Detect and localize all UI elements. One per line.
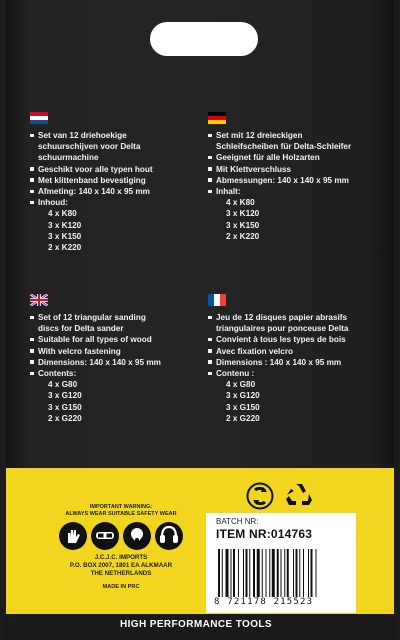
barcode-bar bbox=[303, 549, 304, 597]
barcode-bar bbox=[269, 549, 270, 597]
gloves-icon bbox=[59, 522, 87, 550]
german-flag-icon bbox=[208, 112, 226, 124]
fr-content: 4 x G80 bbox=[226, 380, 256, 390]
tagline: HIGH PERFORMANCE TOOLS bbox=[120, 619, 272, 630]
barcode-bar bbox=[253, 549, 255, 597]
de-bullet: Mit Klettverschluss bbox=[208, 164, 386, 175]
product-label bbox=[206, 513, 356, 613]
hang-hole bbox=[150, 22, 258, 56]
nl-content: 3 x K120 bbox=[48, 220, 82, 230]
barcode-bar bbox=[266, 549, 267, 597]
barcode-number: 8 721178 215523 bbox=[214, 597, 314, 607]
dust-mask-icon bbox=[123, 522, 151, 550]
ear-protection-icon bbox=[155, 522, 183, 550]
dutch-flag-icon bbox=[30, 112, 48, 124]
nl-bullet: Inhoud: bbox=[30, 197, 208, 208]
barcode-bar bbox=[218, 549, 220, 597]
en-content: 4 x G80 bbox=[48, 380, 78, 390]
en-bullet: Suitable for all types of wood bbox=[30, 334, 208, 345]
de-bullet: Geeignet für alle Holzarten bbox=[208, 152, 386, 163]
de-content: 4 x K80 bbox=[226, 198, 255, 208]
en-content: 3 x G120 bbox=[48, 391, 82, 401]
fr-content: 2 x G220 bbox=[226, 413, 260, 423]
en-bullet: Contents: bbox=[30, 368, 208, 379]
nl-bullet: Afmeting: 140 x 140 x 95 mm bbox=[30, 186, 208, 197]
importer-country: THE NETHERLANDS bbox=[90, 570, 152, 577]
fr-content: 3 x G150 bbox=[226, 402, 260, 412]
en-bullet-cont: discs for Delta sander bbox=[38, 324, 124, 334]
barcode-bar bbox=[296, 549, 298, 597]
barcode-bar bbox=[226, 549, 229, 597]
fr-bullet: Avec fixation velcro bbox=[208, 346, 386, 357]
green-dot-recycle-icon bbox=[246, 482, 274, 510]
english-section bbox=[30, 294, 208, 424]
recycling-arrows-icon bbox=[283, 480, 315, 510]
nl-content: 2 x K220 bbox=[48, 243, 82, 253]
importer-name: J.C.J.C. IMPORTS bbox=[94, 554, 148, 561]
french-flag-icon bbox=[208, 294, 226, 306]
fr-bullet: Dimensions : 140 x 140 x 95 mm bbox=[208, 357, 386, 368]
de-bullet: Abmessungen: 140 x 140 x 95 mm bbox=[208, 175, 386, 186]
barcode-bar bbox=[249, 549, 250, 597]
safety-icons bbox=[46, 522, 196, 550]
barcode-bar bbox=[281, 549, 282, 597]
barcode-bar bbox=[287, 549, 289, 597]
warning-title: IMPORTANT WARNING: bbox=[89, 504, 153, 510]
barcode-bar bbox=[262, 549, 263, 597]
importer-address bbox=[46, 554, 196, 578]
en-content: 3 x G150 bbox=[48, 402, 82, 412]
french-section bbox=[208, 294, 386, 424]
german-section bbox=[208, 112, 386, 242]
importer-street: P.O. BOX 2007, 1801 EA ALKMAAR bbox=[69, 562, 173, 569]
barcode-bar bbox=[257, 549, 260, 597]
item-number: ITEM NR:014763 bbox=[216, 527, 313, 541]
nl-bullet: Met klittenband bevestiging bbox=[30, 175, 208, 186]
barcode-bar bbox=[299, 549, 300, 597]
uk-flag-icon bbox=[30, 294, 48, 306]
warning-text: ALWAYS WEAR SUITABLE SAFETY WEAR bbox=[65, 511, 177, 517]
de-content: 3 x K150 bbox=[226, 220, 260, 230]
fr-bullet: Contenu : bbox=[208, 368, 386, 379]
en-content: 2 x G220 bbox=[48, 413, 82, 423]
de-content: 3 x K120 bbox=[226, 209, 260, 219]
barcode-bar bbox=[272, 549, 275, 597]
barcode-bar bbox=[308, 549, 309, 597]
barcode-bar bbox=[316, 549, 317, 597]
barcode-bar bbox=[311, 549, 313, 597]
en-bullet: Dimensions: 140 x 140 x 95 mm bbox=[30, 357, 208, 368]
fr-bullet: Jeu de 12 disques papier abrasifs bbox=[208, 312, 386, 323]
batch-number: BATCH NR: bbox=[216, 517, 259, 526]
nl-bullet-cont: schuurmachine bbox=[38, 153, 99, 163]
barcode-bar bbox=[233, 549, 235, 597]
nl-bullet: Set van 12 driehoekige bbox=[30, 130, 208, 141]
goggles-icon bbox=[91, 522, 119, 550]
barcode-bar bbox=[293, 549, 294, 597]
de-bullet: Inhalt: bbox=[208, 186, 386, 197]
de-bullet: Set mit 12 dreieckigen bbox=[208, 130, 386, 141]
de-content: 2 x K220 bbox=[226, 231, 260, 241]
nl-content: 3 x K150 bbox=[48, 231, 82, 241]
made-in: MADE IN PRC bbox=[102, 584, 140, 590]
barcode-bar bbox=[246, 549, 248, 597]
barcode-bar bbox=[222, 549, 223, 597]
fr-bullet-cont: triangulaires pour ponceuse Delta bbox=[216, 324, 349, 334]
dutch-section bbox=[30, 112, 208, 253]
description-area bbox=[20, 100, 378, 470]
barcode-icon bbox=[216, 549, 346, 597]
en-bullet: Set of 12 triangular sanding bbox=[30, 312, 208, 323]
barcode-bar bbox=[231, 549, 232, 597]
en-bullet: With velcro fastening bbox=[30, 346, 208, 357]
fr-bullet: Convient à tous les types de bois bbox=[208, 334, 386, 345]
barcode-bar bbox=[277, 549, 279, 597]
barcode-bar bbox=[238, 549, 239, 597]
fr-content: 3 x G120 bbox=[226, 391, 260, 401]
footer-strip bbox=[6, 614, 394, 640]
barcode-bar bbox=[284, 549, 285, 597]
nl-bullet-cont: schuurschijven voor Delta bbox=[38, 142, 141, 152]
safety-warning bbox=[46, 504, 196, 590]
de-bullet-cont: Schleifscheiben für Delta-Schleifer bbox=[216, 142, 352, 152]
barcode-bar bbox=[243, 549, 244, 597]
nl-bullet: Geschikt voor alle typen hout bbox=[30, 164, 208, 175]
yellow-info-panel bbox=[6, 468, 394, 614]
nl-content: 4 x K80 bbox=[48, 209, 77, 219]
